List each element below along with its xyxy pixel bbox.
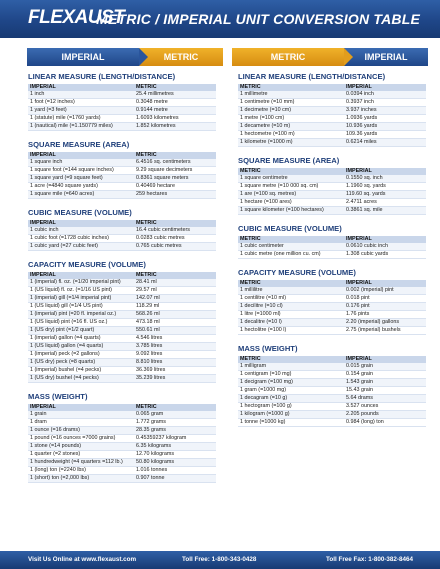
- table-row: [28, 319, 216, 327]
- equivalent-cell: 2.75 (imperial) bushels: [344, 327, 426, 335]
- equivalent-cell: 12.70 kilograms: [134, 451, 216, 459]
- table-row: [238, 287, 426, 295]
- imperial-section-linear-measure-length-distance: [28, 72, 216, 131]
- equivalent-cell: 6.4516 sq. centimeters: [134, 159, 216, 167]
- unit-cell: 1 gram (=1000 mg): [238, 387, 344, 395]
- unit-cell: 1 (nautical) mile (=1.150779 miles): [28, 123, 134, 131]
- equivalent-cell: 0.154 grain: [344, 371, 426, 379]
- unit-cell: 1 (US dry) pint (=1/2 quart): [28, 327, 134, 335]
- column-header: METRIC: [238, 168, 344, 175]
- equivalent-cell: 0.065 gram: [134, 411, 216, 419]
- unit-cell: 1 decagram (=10 g): [238, 395, 344, 403]
- section-title: CAPACITY MEASURE (VOLUME): [238, 268, 356, 277]
- table-row: [238, 91, 426, 99]
- equivalent-cell: 0.0610 cubic inch: [344, 243, 426, 251]
- footer-website[interactable]: Visit Us Online at www.flexaust.com: [28, 556, 137, 563]
- imperial-section-cubic-measure-volume: [28, 208, 216, 251]
- unit-cell: 1 decametre (=10 m): [238, 123, 344, 131]
- column-header: IMPERIAL: [28, 272, 134, 279]
- table-row: [28, 311, 216, 319]
- column-header: IMPERIAL: [28, 152, 134, 159]
- unit-cell: 1 litre (=1000 ml): [238, 311, 344, 319]
- table-row: [238, 387, 426, 395]
- equivalent-cell: 1.1960 sq. yards: [344, 183, 426, 191]
- equivalent-cell: 1.772 grams: [134, 419, 216, 427]
- table-row: [28, 419, 216, 427]
- section-title: SQUARE MEASURE (AREA): [28, 140, 130, 149]
- equivalent-cell: 36.369 litres: [134, 367, 216, 375]
- unit-cell: 1 decalitre (=10 l): [238, 319, 344, 327]
- table-header-row: [28, 272, 216, 279]
- table-row: [238, 303, 426, 311]
- equivalent-cell: 2.20 (imperial) gallons: [344, 319, 426, 327]
- table-row: [28, 115, 216, 123]
- right-tab-metric: METRIC: [232, 48, 344, 66]
- section-title: LINEAR MEASURE (LENGTH/DISTANCE): [28, 72, 176, 81]
- equivalent-cell: 0.8361 square meters: [134, 175, 216, 183]
- unit-cell: 1 decilitre (=10 cl): [238, 303, 344, 311]
- table-row: [238, 99, 426, 107]
- table-row: [28, 427, 216, 435]
- equivalent-cell: 1.852 kilometres: [134, 123, 216, 131]
- unit-cell: 1 (US liquid) pint (=16 fl. US oz.): [28, 319, 134, 327]
- metric-section-linear-measure-length-distance: [238, 72, 426, 147]
- equivalent-cell: 259 hectares: [134, 191, 216, 199]
- equivalent-cell: 28.41 ml: [134, 279, 216, 287]
- table-row: [28, 243, 216, 251]
- table-header-row: [238, 280, 426, 287]
- column-header: IMPERIAL: [344, 356, 426, 363]
- equivalent-cell: 568.26 ml: [134, 311, 216, 319]
- table-row: [28, 287, 216, 295]
- table-header-row: [238, 356, 426, 363]
- table-row: [28, 123, 216, 131]
- column-header: METRIC: [238, 280, 344, 287]
- table-row: [28, 235, 216, 243]
- table-row: [238, 199, 426, 207]
- table-row: [238, 311, 426, 319]
- section-title: SQUARE MEASURE (AREA): [238, 156, 340, 165]
- unit-cell: 1 kilogram (=1000 g): [238, 411, 344, 419]
- table-row: [28, 107, 216, 115]
- conversion-table: [28, 152, 216, 199]
- table-row: [238, 131, 426, 139]
- equivalent-cell: 119.60 sq. yards: [344, 191, 426, 199]
- table-row: [28, 459, 216, 467]
- unit-cell: 1 foot (=12 inches): [28, 99, 134, 107]
- unit-cell: 1 square centimetre: [238, 175, 344, 183]
- left-tab-metric: METRIC: [139, 48, 223, 66]
- footer-bar: [0, 551, 440, 569]
- table-header-row: [28, 404, 216, 411]
- column-header: METRIC: [238, 236, 344, 243]
- table-header-row: [28, 220, 216, 227]
- page-title: METRIC / IMPERIAL UNIT CONVERSION TABLE: [96, 11, 420, 27]
- conversion-table: [238, 356, 426, 427]
- unit-cell: 1 hundredweight (=4 quarters =112 lb.): [28, 459, 134, 467]
- unit-cell: 1 square inch: [28, 159, 134, 167]
- metric-section-capacity-measure-volume: [238, 268, 426, 335]
- table-row: [28, 467, 216, 475]
- table-row: [28, 167, 216, 175]
- conversion-table: [238, 84, 426, 147]
- unit-cell: 1 dram: [28, 419, 134, 427]
- right-tab-imperial: IMPERIAL: [344, 48, 428, 66]
- table-row: [28, 435, 216, 443]
- equivalent-cell: 15.43 grain: [344, 387, 426, 395]
- unit-cell: 1 grain: [28, 411, 134, 419]
- column-header: METRIC: [134, 152, 216, 159]
- equivalent-cell: 1.0936 yards: [344, 115, 426, 123]
- table-row: [28, 175, 216, 183]
- metric-section-square-measure-area: [238, 156, 426, 215]
- unit-cell: 1 metre (=100 cm): [238, 115, 344, 123]
- column-header: IMPERIAL: [344, 168, 426, 175]
- equivalent-cell: 9.29 square decimeters: [134, 167, 216, 175]
- unit-cell: 1 (imperial) gallon (=4 quarts): [28, 335, 134, 343]
- equivalent-cell: 0.176 pint: [344, 303, 426, 311]
- column-header: METRIC: [134, 84, 216, 91]
- equivalent-cell: 550.61 ml: [134, 327, 216, 335]
- table-header-row: [238, 236, 426, 243]
- metric-section-cubic-measure-volume: [238, 224, 426, 259]
- unit-cell: 1 (long) ton (=2240 lbs): [28, 467, 134, 475]
- unit-cell: 1 square metre (=10 000 sq. cm): [238, 183, 344, 191]
- flexaust-logo: FLEXAUST: [28, 7, 125, 28]
- equivalent-cell: 473.18 ml: [134, 319, 216, 327]
- metric-to-imperial-column: [238, 72, 426, 436]
- equivalent-cell: 0.45359237 kilogram: [134, 435, 216, 443]
- equivalent-cell: 1.308 cubic yards: [344, 251, 426, 259]
- table-row: [238, 411, 426, 419]
- equivalent-cell: 0.015 grain: [344, 363, 426, 371]
- unit-cell: 1 (US liquid) gill (=1/4 US pint): [28, 303, 134, 311]
- unit-cell: 1 decimetre (=10 cm): [238, 107, 344, 115]
- table-header-row: [238, 168, 426, 175]
- column-header: METRIC: [134, 220, 216, 227]
- column-header: IMPERIAL: [344, 280, 426, 287]
- unit-cell: 1 (imperial) gill (=1/4 imperial pint): [28, 295, 134, 303]
- equivalent-cell: 0.9144 metre: [134, 107, 216, 115]
- equivalent-cell: 3.937 inches: [344, 107, 426, 115]
- section-title: CUBIC MEASURE (VOLUME): [238, 224, 342, 233]
- equivalent-cell: 0.765 cubic metres: [134, 243, 216, 251]
- table-row: [238, 115, 426, 123]
- equivalent-cell: 0.40469 hectare: [134, 183, 216, 191]
- equivalent-cell: 3.527 ounces: [344, 403, 426, 411]
- unit-cell: 1 hectolitre (=100 l): [238, 327, 344, 335]
- unit-cell: 1 (imperial) bushel (=4 pecks): [28, 367, 134, 375]
- equivalent-cell: 29.57 ml: [134, 287, 216, 295]
- table-row: [28, 351, 216, 359]
- table-row: [28, 359, 216, 367]
- column-header: METRIC: [238, 356, 344, 363]
- footer-phone: Toll Free: 1-800-343-0428: [182, 556, 257, 563]
- column-header: IMPERIAL: [344, 84, 426, 91]
- table-row: [238, 403, 426, 411]
- equivalent-cell: 0.3048 metre: [134, 99, 216, 107]
- equivalent-cell: 16.4 cubic centimeters: [134, 227, 216, 235]
- table-row: [238, 419, 426, 427]
- unit-cell: 1 (short) ton (=2,000 lbs): [28, 475, 134, 483]
- column-header: IMPERIAL: [344, 236, 426, 243]
- table-row: [28, 451, 216, 459]
- table-row: [238, 371, 426, 379]
- unit-cell: 1 stone (=14 pounds): [28, 443, 134, 451]
- equivalent-cell: 9.092 litres: [134, 351, 216, 359]
- table-row: [28, 91, 216, 99]
- table-header-row: [238, 84, 426, 91]
- equivalent-cell: 3.785 litres: [134, 343, 216, 351]
- unit-cell: 1 centimetre (=10 mm): [238, 99, 344, 107]
- table-row: [28, 443, 216, 451]
- equivalent-cell: 35.239 litres: [134, 375, 216, 383]
- unit-cell: 1 quarter (=2 stones): [28, 451, 134, 459]
- table-row: [28, 375, 216, 383]
- table-row: [28, 303, 216, 311]
- column-header: IMPERIAL: [28, 220, 134, 227]
- left-column-tabs: [27, 48, 223, 66]
- conversion-table: [28, 220, 216, 251]
- unit-cell: 1 cubic foot (=1728 cubic inches): [28, 235, 134, 243]
- conversion-table: [238, 236, 426, 259]
- unit-cell: 1 centilitre (=10 ml): [238, 295, 344, 303]
- table-row: [28, 227, 216, 235]
- unit-cell: 1 square mile (=640 acres): [28, 191, 134, 199]
- table-row: [28, 159, 216, 167]
- column-header: METRIC: [238, 84, 344, 91]
- header-banner: [0, 0, 440, 38]
- unit-cell: 1 square yard (=9 square feet): [28, 175, 134, 183]
- unit-cell: 1 (US liquid) gallon (=4 quarts): [28, 343, 134, 351]
- unit-cell: 1 cubic inch: [28, 227, 134, 235]
- unit-cell: 1 hectare (=100 ares): [238, 199, 344, 207]
- equivalent-cell: 1.016 tonnes: [134, 467, 216, 475]
- equivalent-cell: 142.07 ml: [134, 295, 216, 303]
- imperial-section-square-measure-area: [28, 140, 216, 199]
- column-header: IMPERIAL: [28, 404, 134, 411]
- equivalent-cell: 10.936 yards: [344, 123, 426, 131]
- equivalent-cell: 0.018 pint: [344, 295, 426, 303]
- table-row: [28, 343, 216, 351]
- section-title: CUBIC MEASURE (VOLUME): [28, 208, 132, 217]
- equivalent-cell: 0.907 tonne: [134, 475, 216, 483]
- table-row: [238, 395, 426, 403]
- equivalent-cell: 4.546 litres: [134, 335, 216, 343]
- table-row: [28, 191, 216, 199]
- unit-cell: 1 cubic centimeter: [238, 243, 344, 251]
- unit-cell: 1 (statute) mile (=1760 yards): [28, 115, 134, 123]
- table-row: [28, 99, 216, 107]
- unit-cell: 1 cubic yard (=27 cubic feet): [28, 243, 134, 251]
- column-header: METRIC: [134, 404, 216, 411]
- table-row: [28, 411, 216, 419]
- unit-cell: 1 hectogram (=100 g): [238, 403, 344, 411]
- equivalent-cell: 8.810 litres: [134, 359, 216, 367]
- conversion-table: [28, 84, 216, 131]
- equivalent-cell: 1.543 grain: [344, 379, 426, 387]
- table-row: [238, 319, 426, 327]
- column-header: METRIC: [134, 272, 216, 279]
- table-row: [238, 107, 426, 115]
- equivalent-cell: 0.3937 inch: [344, 99, 426, 107]
- unit-cell: 1 ounce (=16 drams): [28, 427, 134, 435]
- equivalent-cell: 5.64 drams: [344, 395, 426, 403]
- column-header: IMPERIAL: [28, 84, 134, 91]
- left-tab-imperial: IMPERIAL: [27, 48, 139, 66]
- conversion-table: [238, 280, 426, 335]
- conversion-table: [28, 404, 216, 483]
- unit-cell: 1 (imperial) pint (=20 fl. imperial oz.): [28, 311, 134, 319]
- equivalent-cell: 109.36 yards: [344, 131, 426, 139]
- imperial-section-mass-weight: [28, 392, 216, 483]
- unit-cell: 1 (US dry) bushel (=4 pecks): [28, 375, 134, 383]
- equivalent-cell: 1.76 pints: [344, 311, 426, 319]
- unit-cell: 1 centigram (=10 mg): [238, 371, 344, 379]
- table-row: [28, 183, 216, 191]
- table-row: [238, 379, 426, 387]
- equivalent-cell: 50.80 kilograms: [134, 459, 216, 467]
- unit-cell: 1 (US liquid) fl. oz. (=1/16 US pint): [28, 287, 134, 295]
- table-row: [28, 367, 216, 375]
- section-title: MASS (WEIGHT): [238, 344, 298, 353]
- equivalent-cell: 1.6093 kilometres: [134, 115, 216, 123]
- table-row: [238, 207, 426, 215]
- conversion-table: [238, 168, 426, 215]
- section-title: LINEAR MEASURE (LENGTH/DISTANCE): [238, 72, 386, 81]
- section-title: CAPACITY MEASURE (VOLUME): [28, 260, 146, 269]
- equivalent-cell: 0.1550 sq. inch: [344, 175, 426, 183]
- table-row: [28, 475, 216, 483]
- equivalent-cell: 2.205 pounds: [344, 411, 426, 419]
- unit-cell: 1 square kilometer (=100 hectares): [238, 207, 344, 215]
- unit-cell: 1 yard (=3 feet): [28, 107, 134, 115]
- unit-cell: 1 (US dry) peck (=8 quarts): [28, 359, 134, 367]
- table-row: [238, 191, 426, 199]
- right-column-tabs: [232, 48, 428, 66]
- unit-cell: 1 hectometre (=100 m): [238, 131, 344, 139]
- table-row: [238, 123, 426, 131]
- equivalent-cell: 0.3861 sq. mile: [344, 207, 426, 215]
- equivalent-cell: 0.6214 miles: [344, 139, 426, 147]
- table-row: [238, 327, 426, 335]
- unit-cell: 1 are (=100 sq. metres): [238, 191, 344, 199]
- imperial-section-capacity-measure-volume: [28, 260, 216, 383]
- table-row: [238, 175, 426, 183]
- equivalent-cell: 0.002 (imperial) pint: [344, 287, 426, 295]
- unit-cell: 1 millilitre: [238, 287, 344, 295]
- unit-cell: 1 square foot (=144 square inches): [28, 167, 134, 175]
- table-row: [238, 295, 426, 303]
- unit-cell: 1 (imperial) peck (=2 gallons): [28, 351, 134, 359]
- table-row: [238, 139, 426, 147]
- equivalent-cell: 6.35 kilograms: [134, 443, 216, 451]
- unit-cell: 1 milligram: [238, 363, 344, 371]
- footer-fax: Toll Free Fax: 1-800-382-8464: [326, 556, 414, 563]
- table-row: [238, 183, 426, 191]
- equivalent-cell: 0.0283 cubic metres: [134, 235, 216, 243]
- unit-cell: 1 kilometre (=1000 m): [238, 139, 344, 147]
- table-row: [28, 295, 216, 303]
- table-row: [28, 335, 216, 343]
- table-header-row: [28, 84, 216, 91]
- table-row: [238, 251, 426, 259]
- table-row: [238, 243, 426, 251]
- table-header-row: [28, 152, 216, 159]
- equivalent-cell: 118.29 ml: [134, 303, 216, 311]
- equivalent-cell: 25.4 millimetres: [134, 91, 216, 99]
- section-title: MASS (WEIGHT): [28, 392, 88, 401]
- table-row: [28, 279, 216, 287]
- table-row: [238, 363, 426, 371]
- unit-cell: 1 decigram (=100 mg): [238, 379, 344, 387]
- metric-section-mass-weight: [238, 344, 426, 427]
- equivalent-cell: 0.984 (long) ton: [344, 419, 426, 427]
- unit-cell: 1 millimetre: [238, 91, 344, 99]
- unit-cell: 1 inch: [28, 91, 134, 99]
- equivalent-cell: 0.0394 inch: [344, 91, 426, 99]
- unit-cell: 1 (imperial) fl. oz. (=1/20 imperial pint): [28, 279, 134, 287]
- unit-cell: 1 acre (=4840 square yards): [28, 183, 134, 191]
- table-row: [28, 327, 216, 335]
- unit-cell: 1 pound (=16 ounces =7000 grains): [28, 435, 134, 443]
- equivalent-cell: 2.4711 acres: [344, 199, 426, 207]
- equivalent-cell: 28.35 grams: [134, 427, 216, 435]
- conversion-table: [28, 272, 216, 383]
- imperial-to-metric-column: [28, 72, 216, 492]
- unit-cell: 1 tonne (=1000 kg): [238, 419, 344, 427]
- unit-cell: 1 cubic metre (one million cu. cm): [238, 251, 344, 259]
